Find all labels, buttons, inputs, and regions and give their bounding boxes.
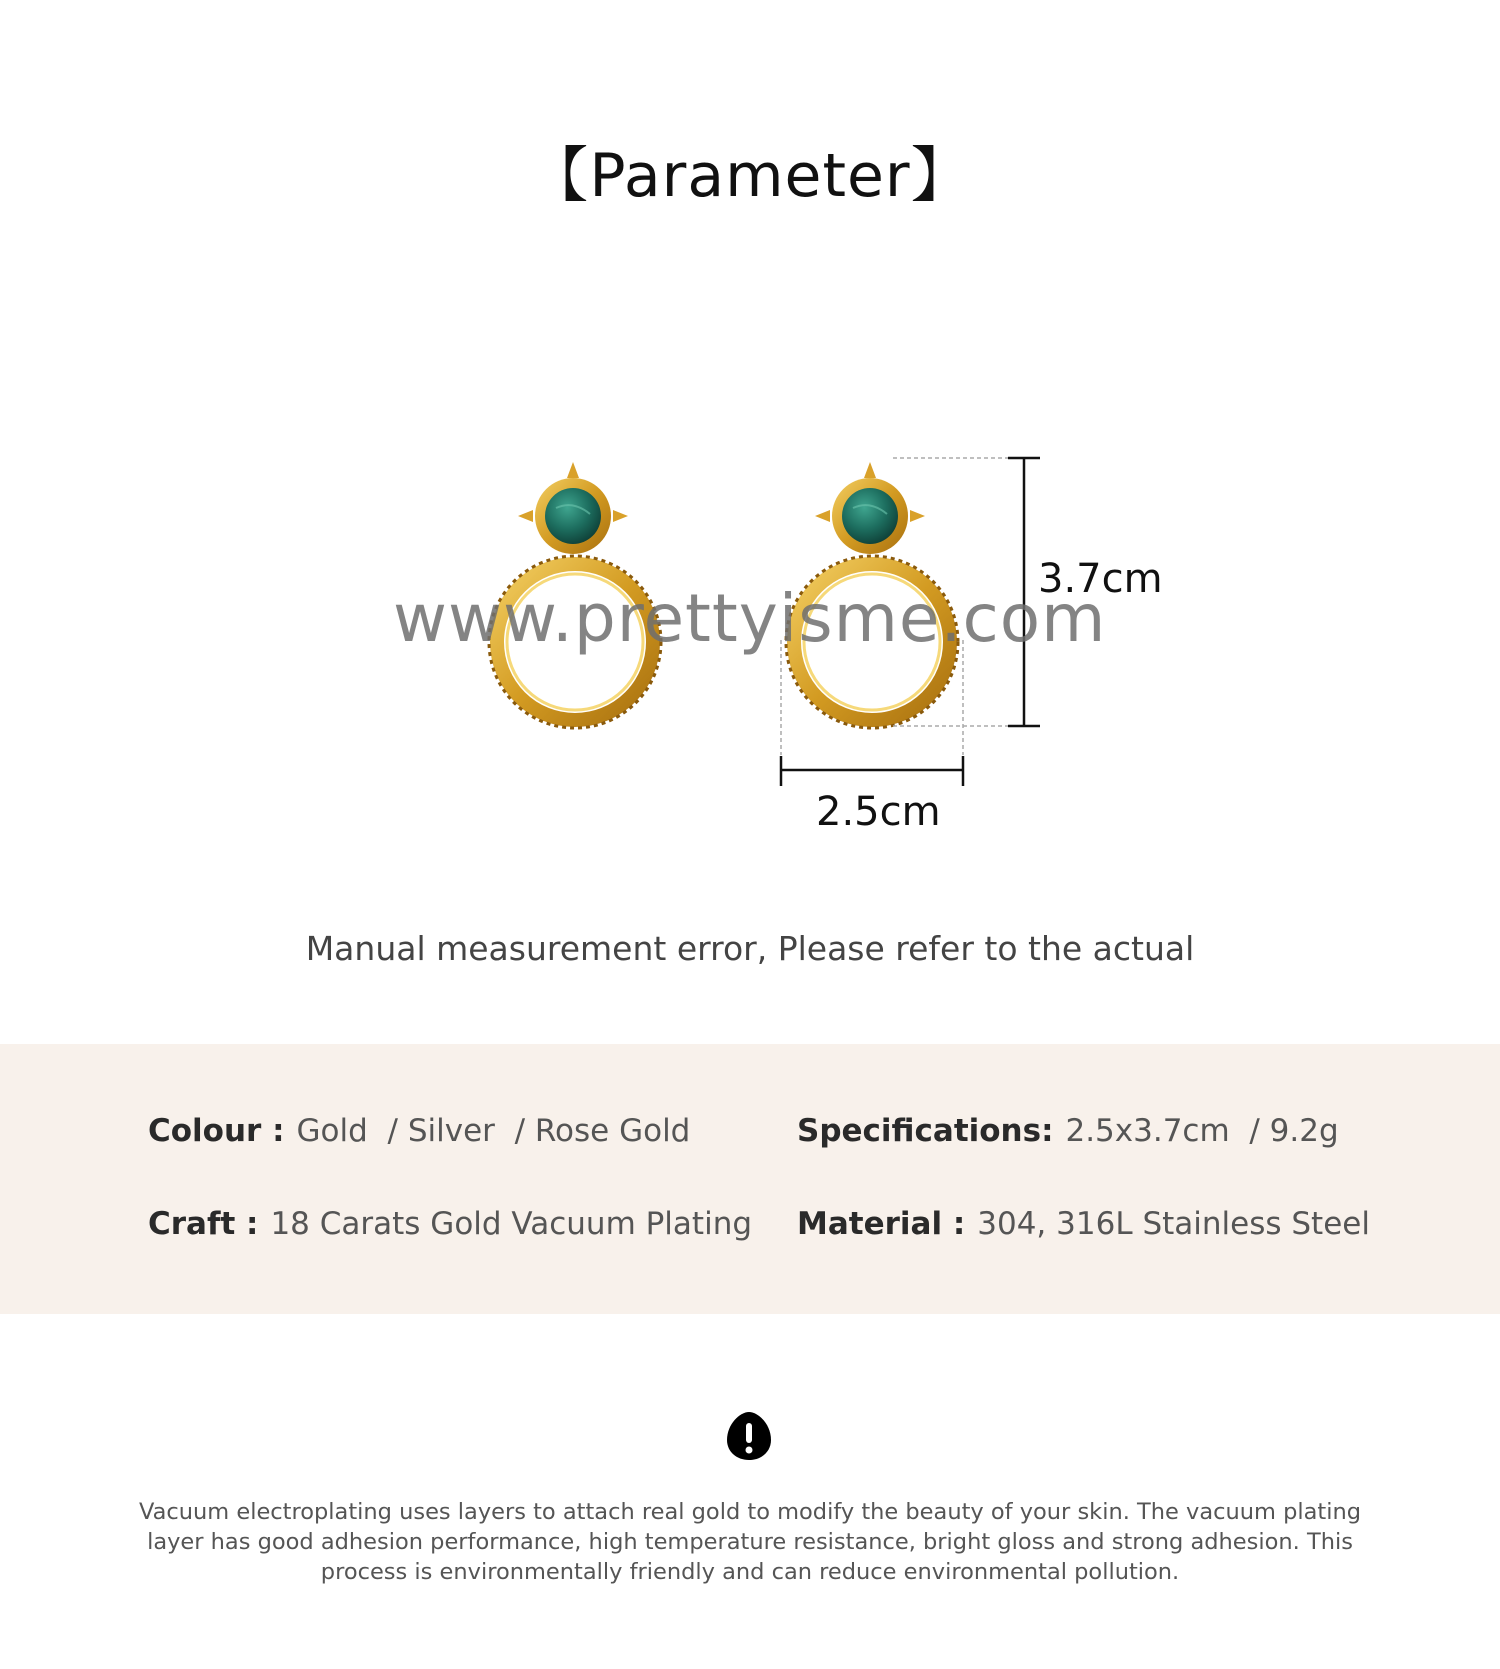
width-dimension-label: 2.5cm: [816, 789, 941, 835]
spec-craft-label: Craft :: [148, 1206, 259, 1242]
height-dimension-label: 3.7cm: [1038, 556, 1163, 602]
spec-colour-label: Colour :: [148, 1113, 285, 1149]
measurement-note: Manual measurement error, Please refer to the actual: [305, 929, 1195, 968]
spec-colour-value: Gold / Silver / Rose Gold: [296, 1113, 691, 1149]
spec-craft: [148, 1206, 752, 1242]
watermark-text: www.prettyisme.com: [393, 580, 1107, 657]
spec-specifications-value: 2.5x3.7cm / 9.2g: [1065, 1113, 1339, 1149]
spec-colour: [148, 1113, 690, 1149]
plating-description: Vacuum electroplating uses layers to attach real gold to modify the beauty of your skin. The vacuum plating layer has good adhesion performance, high temperature resistance, bright gloss and strong adhesion. This process is environmentally friendly and can reduce environmental pollution.: [138, 1499, 1362, 1585]
spec-material-label: Material :: [797, 1206, 966, 1242]
spec-specifications-label: Specifications:: [797, 1113, 1054, 1149]
spec-material-value: 304, 316L Stainless Steel: [977, 1206, 1370, 1242]
page-title: 【Parameter】: [528, 141, 972, 211]
spec-material: [797, 1206, 1370, 1242]
spec-panel: [0, 1044, 1500, 1314]
exclamation-shield-icon: [725, 1410, 773, 1462]
spec-specifications: [797, 1113, 1339, 1149]
spec-craft-value: 18 Carats Gold Vacuum Plating: [270, 1206, 753, 1242]
